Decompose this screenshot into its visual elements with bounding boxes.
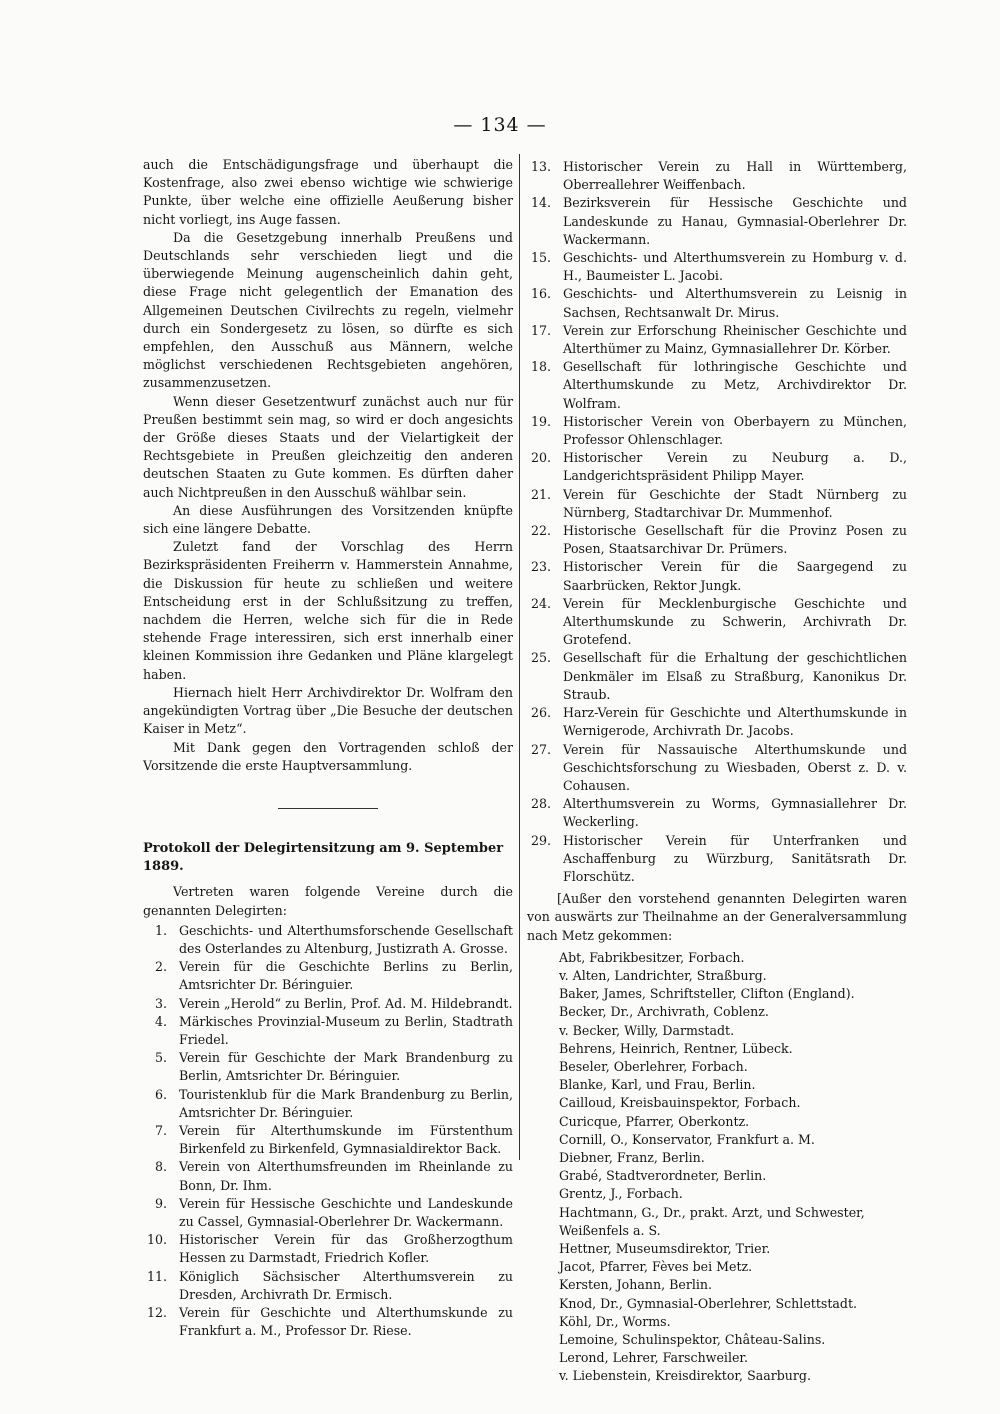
entry-number: 22. (530, 523, 551, 539)
society-list (527, 158, 907, 886)
society-entry (527, 413, 907, 449)
guest-entry: Diebner, Franz, Berlin. (559, 1149, 705, 1165)
entry-text: Bezirksverein für Hessische Geschichte und Landeskunde zu Hanau, Gymnasial-Oberlehrer Dr. Wackermann. (563, 195, 907, 247)
entry-number: 8. (154, 1159, 167, 1175)
society-entry (143, 1304, 513, 1340)
guest-entry: Baker, James, Schriftsteller, Clifton (England). (559, 986, 855, 1002)
guest-entry: Knod, Dr., Gymnasial-Oberlehrer, Schlettstadt. (559, 1295, 858, 1311)
guest-intro: [Außer den vorstehend genannten Delegirten waren von auswärts zur Theilnahme an der Generalversammlung nach Metz gekommen: (527, 891, 907, 943)
guest-entry: Lemoine, Schulinspektor, Château-Salins. (559, 1332, 826, 1347)
protocol-intro: Vertreten waren folgende Vereine durch die genannten Delegirten: (143, 884, 513, 918)
entry-text: Harz-Verein für Geschichte und Alterthumskunde in Wernigerode, Archivrath Dr. Jacobs. (563, 705, 907, 739)
guest-entry: Beseler, Oberlehrer, Forbach. (559, 1058, 748, 1074)
society-entry (143, 1195, 513, 1231)
guest-entry: Blanke, Karl, und Frau, Berlin. (559, 1077, 756, 1093)
paragraph: Zuletzt fand der Vorschlag des Herrn Bezirkspräsidenten Freiherrn v. Hammerstein Annahme, die Diskussion für heute zu schließen und weitere Entscheidung erst in der Schlußsitzung zu treffen, nachdem die Herren, welche sich für die in Rede stehende Frage interessiren, sich erst innerhalb einer kleinen Kommission ihre Gedanken und Pläne klargelegt haben. (143, 539, 513, 682)
society-entry (143, 922, 513, 958)
society-entry (527, 595, 907, 650)
entry-text: Geschichts- und Alterthumsverein zu Homburg v. d. H., Baumeister L. Jacobi. (563, 250, 907, 284)
society-entry (527, 558, 907, 594)
entry-text: Historischer Verein von Oberbayern zu München, Professor Ohlenschlager. (563, 413, 907, 448)
society-entry (143, 958, 513, 994)
guest-entry: Hettner, Museumsdirektor, Trier. (559, 1240, 771, 1256)
entry-number: 3. (154, 995, 167, 1011)
society-entry (527, 322, 907, 358)
entry-text: Historischer Verein zu Hall in Württemberg, Oberreallehrer Weiffenbach. (563, 159, 907, 193)
guest-entry: Cailloud, Kreisbauinspektor, Forbach. (559, 1095, 801, 1111)
society-entry (527, 285, 907, 321)
page-number: — 134 — (453, 114, 547, 136)
society-entry (527, 449, 907, 485)
entry-number: 24. (530, 595, 551, 611)
left-column (143, 156, 513, 1340)
entry-text: Verein zur Erforschung Rheinischer Geschichte und Alterthümer zu Mainz, Gymnasiallehrer Dr. Körber. (563, 322, 907, 357)
society-list (143, 922, 513, 1341)
guest-entry: Kersten, Johann, Berlin. (559, 1277, 713, 1293)
society-entry (527, 486, 907, 522)
paragraph: Da die Gesetzgebung innerhalb Preußens und Deutschlands sehr verschieden liegt und die überwiegende Meinung augenscheinlich dahin geht, diese Frage nicht gelegentlich der Emanation des Allgemeinen Deutschen Civilrechts zu regeln, vielmehr durch ein Sondergesetz zu lösen, so dürfte es sich empfehlen, den Ausschuß aus Männern, welche möglichst verschiedenen Rechtsgebieten angehören, zusammenzusetzen. (143, 229, 513, 391)
section-heading: Protokoll der Delegirtensitzung am 9. September 1889. (143, 840, 504, 875)
entry-text: Verein für Geschichte der Mark Brandenburg zu Berlin, Amtsrichter Dr. Béringuier. (179, 1050, 513, 1084)
column-divider (519, 154, 520, 1160)
entry-number: 5. (154, 1050, 167, 1066)
entry-text: Geschichts- und Alterthumsverein zu Leisnig in Sachsen, Rechtsanwalt Dr. Mirus. (563, 286, 907, 320)
entry-number: 20. (530, 450, 551, 466)
society-entry (527, 522, 907, 558)
entry-number: 4. (154, 1013, 167, 1029)
entry-text: Verein für die Geschichte Berlins zu Berlin, Amtsrichter Dr. Béringuier. (179, 959, 513, 993)
paragraph: auch die Entschädigungsfrage und überhaupt die Kostenfrage, also zwei ebenso wichtige wie schwierige Punkte, über welche eine offizielle Aeußerung bisher nicht vorliegt, ins Auge fassen. (143, 157, 513, 227)
entry-text: Alterthumsverein zu Worms, Gymnasiallehrer Dr. Weckerling. (563, 796, 907, 830)
guest-entry: v. Becker, Willy, Darmstadt. (559, 1022, 735, 1038)
society-entry (527, 249, 907, 285)
entry-text: Historische Gesellschaft für die Provinz Posen zu Posen, Staatsarchivar Dr. Prümers. (563, 523, 907, 557)
paragraph: Mit Dank gegen den Vortragenden schloß der Vorsitzende die erste Hauptversammlung. (143, 739, 513, 773)
entry-number: 13. (530, 159, 551, 174)
guest-entry: Becker, Dr., Archivrath, Coblenz. (559, 1004, 769, 1020)
society-entry (527, 358, 907, 413)
entry-text: Gesellschaft für die Erhaltung der geschichtlichen Denkmäler im Elsaß zu Straßburg, Kanonikus Dr. Straub. (563, 650, 907, 702)
guest-entry: Köhl, Dr., Worms. (559, 1313, 671, 1329)
guest-entry: Curicque, Pfarrer, Oberkontz. (559, 1113, 750, 1129)
entry-text: Verein für Nassauische Alterthumskunde und Geschichtsforschung zu Wiesbaden, Oberst z. D. v. Cohausen. (563, 741, 907, 793)
society-entry (527, 194, 907, 249)
entry-number: 16. (530, 286, 551, 302)
guest-entry: Grentz, J., Forbach. (559, 1186, 683, 1202)
entry-number: 9. (154, 1195, 167, 1211)
paragraph: Hiernach hielt Herr Archivdirektor Dr. Wolfram den angekündigten Vortrag über „Die Besuche der deutschen Kaiser in Metz“. (143, 684, 513, 737)
entry-number: 17. (530, 322, 551, 338)
entry-text: Historischer Verein für das Großherzogthum Hessen zu Darmstadt, Friedrich Kofler. (179, 1232, 513, 1266)
society-entry (527, 741, 907, 796)
guest-entry: Grabé, Stadtverordneter, Berlin. (559, 1168, 767, 1184)
society-entry (143, 1013, 513, 1049)
section-divider (278, 808, 378, 809)
entry-text: Touristenklub für die Mark Brandenburg zu Berlin, Amtsrichter Dr. Béringuier. (179, 1086, 513, 1120)
entry-text: Verein für Geschichte der Stadt Nürnberg zu Nürnberg, Stadtarchivar Dr. Mummenhof. (563, 486, 907, 520)
entry-number: 18. (530, 359, 551, 375)
entry-number: 26. (530, 705, 551, 721)
society-entry (143, 995, 513, 1013)
society-entry (143, 1049, 513, 1085)
entry-number: 21. (530, 486, 551, 502)
entry-number: 25. (530, 650, 551, 666)
entry-number: 7. (154, 1122, 167, 1138)
entry-number: 11. (146, 1268, 167, 1284)
entry-text: Verein für Alterthumskunde im Fürstenthum Birkenfeld zu Birkenfeld, Gymnasialdirektor Back. (179, 1122, 513, 1157)
society-entry (527, 158, 907, 194)
paragraph: Wenn dieser Gesetzentwurf zunächst auch nur für Preußen bestimmt sein mag, so wird er doch angesichts der Größe dieses Staats und der Vielartigkeit der Rechtsgebiete in Preußen gleichzeitig den anderen deutschen Staaten zu Gute kommen. Es dürften daher auch Nichtpreußen in den Ausschuß wählbar sein. (143, 393, 513, 500)
society-entry (143, 1086, 513, 1122)
entry-number: 28. (530, 796, 551, 812)
entry-text: Historischer Verein für die Saargegend zu Saarbrücken, Rektor Jungk. (563, 559, 907, 593)
guest-entry: Abt, Fabrikbesitzer, Forbach. (559, 949, 745, 965)
entry-text: Verein „Herold“ zu Berlin, Prof. Ad. M. Hildebrandt. (179, 995, 513, 1011)
entry-text: Gesellschaft für lothringische Geschichte und Alterthumskunde zu Metz, Archivdirektor Dr. Wolfram. (563, 359, 907, 411)
society-entry (143, 1231, 513, 1267)
entry-number: 6. (154, 1086, 167, 1102)
society-entry (527, 704, 907, 740)
society-entry (527, 649, 907, 704)
right-column (527, 156, 907, 1386)
paragraph: An diese Ausführungen des Vorsitzenden knüpfte sich eine längere Debatte. (143, 502, 513, 537)
guest-entry: Jacot, Pfarrer, Fèves bei Metz. (559, 1259, 753, 1275)
entry-number: 23. (530, 559, 551, 575)
society-entry (143, 1122, 513, 1158)
entry-text: Historischer Verein für Unterfranken und Aschaffenburg zu Würzburg, Sanitätsrath Dr. Florschütz. (563, 832, 907, 884)
guest-entry: Cornill, O., Konservator, Frankfurt a. M. (559, 1131, 815, 1147)
guest-entry: Hachtmann, G., Dr., prakt. Arzt, und Schwester, Weißenfels a. S. (559, 1204, 865, 1238)
guest-entry: Behrens, Heinrich, Rentner, Lübeck. (559, 1040, 793, 1056)
society-entry (143, 1158, 513, 1194)
society-entry (527, 832, 907, 887)
guest-entry: Lerond, Lehrer, Farschweiler. (559, 1350, 749, 1366)
entry-number: 12. (146, 1304, 167, 1320)
entry-number: 10. (146, 1232, 167, 1248)
society-entry (527, 795, 907, 831)
entry-number: 2. (154, 959, 167, 975)
entry-number: 15. (530, 250, 551, 266)
entry-number: 27. (530, 741, 551, 757)
entry-text: Verein von Alterthumsfreunden im Rheinlande zu Bonn, Dr. Ihm. (179, 1159, 513, 1193)
guest-list (527, 949, 907, 1386)
entry-number: 1. (154, 922, 167, 938)
entry-number: 14. (530, 195, 551, 211)
entry-number: 19. (530, 413, 551, 429)
entry-text: Königlich Sächsischer Alterthumsverein zu Dresden, Archivrath Dr. Ermisch. (179, 1268, 513, 1302)
entry-text: Verein für Hessische Geschichte und Landeskunde zu Cassel, Gymnasial-Oberlehrer Dr. Wackermann. (179, 1195, 513, 1229)
entry-text: Geschichts- und Alterthumsforschende Gesellschaft des Osterlandes zu Altenburg, Justizrath A. Grosse. (179, 922, 513, 956)
entry-text: Historischer Verein zu Neuburg a. D., Landgerichtspräsident Philipp Mayer. (563, 450, 907, 484)
guest-entry: v. Alten, Landrichter, Straßburg. (559, 967, 767, 983)
entry-number: 29. (530, 832, 551, 848)
guest-entry: v. Liebenstein, Kreisdirektor, Saarburg. (559, 1368, 811, 1384)
entry-text: Verein für Mecklenburgische Geschichte und Alterthumskunde zu Schwerin, Archivrath Dr. Grotefend. (563, 595, 907, 648)
society-entry (143, 1268, 513, 1304)
entry-text: Verein für Geschichte und Alterthumskunde zu Frankfurt a. M., Professor Dr. Riese. (179, 1304, 513, 1339)
entry-text: Märkisches Provinzial-Museum zu Berlin, Stadtrath Friedel. (179, 1013, 513, 1047)
